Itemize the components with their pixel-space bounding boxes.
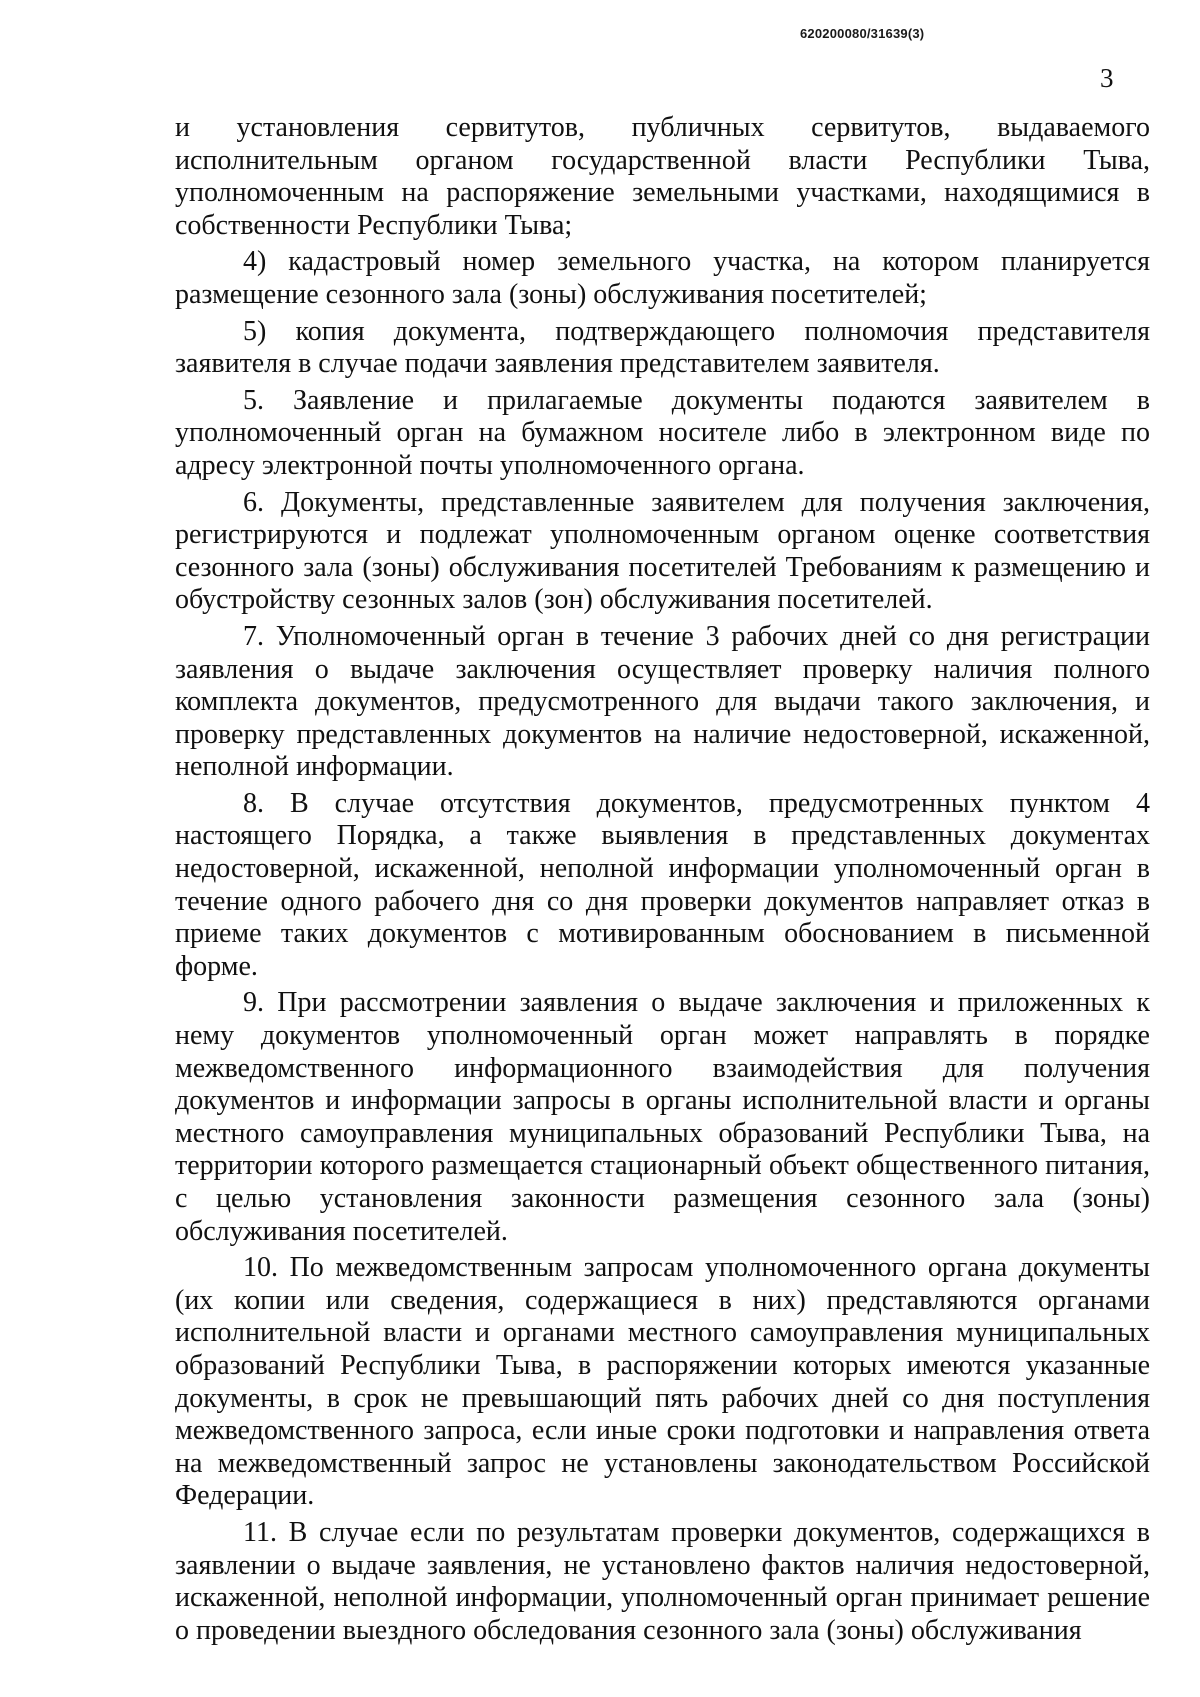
paragraph-item-5: 5) копия документа, подтверждающего полномочия представителя заявителя в случае подачи заявления представителем заявителя. [175, 315, 1150, 380]
paragraph-clause-5: 5. Заявление и прилагаемые документы подаются заявителем в уполномоченный орган на бумажном носителе либо в электронном виде по адресу электронной почты уполномоченного органа. [175, 384, 1150, 481]
paragraph-clause-9: 9. При рассмотрении заявления о выдаче заключения и приложенных к нему документов уполномоченный орган может направлять в порядке межведомственного информационного взаимодействия для получения документов и информации запросы в органы исполнительной власти и органы местного самоуправления муниципальных образований Республики Тыва, на территории которого размещается стационарный объект общественного питания, с целью установления законности размещения сезонного зала (зоны) обслуживания посетителей. [175, 987, 1150, 1247]
page-number: 3 [1100, 63, 1114, 93]
document-body [175, 112, 1150, 1651]
paragraph-clause-6: 6. Документы, представленные заявителем для получения заключения, регистрируются и подлежат уполномоченным органом оценке соответствия сезонного зала (зоны) обслуживания посетителей Требованиям к размещению и обустройству сезонных залов (зон) обслуживания посетителей. [175, 486, 1150, 616]
paragraph-clause-11: 11. В случае если по результатам проверки документов, содержащихся в заявлении о выдаче заявления, не установлено фактов наличия недостоверной, искаженной, неполной информации, уполномоченный орган принимает решение о проведении выездного обследования сезонного зала (зоны) обслуживания [175, 1516, 1150, 1646]
paragraph-clause-7: 7. Уполномоченный орган в течение 3 рабочих дней со дня регистрации заявления о выдаче заключения осуществляет проверку наличия полного комплекта документов, предусмотренного для выдачи такого заключения, и проверку представленных документов на наличие недостоверной, искаженной, неполной информации. [175, 620, 1150, 783]
paragraph-clause-10: 10. По межведомственным запросам уполномоченного органа документы (их копии или сведения, содержащиеся в них) представляются органами исполнительной власти и органами местного самоуправления муниципальных образований Республики Тыва, в распоряжении которых имеются указанные документы, в срок не превышающий пять рабочих дней со дня поступления межведомственного запроса, если иные сроки подготовки и направления ответа на межведомственный запрос не установлены законодательством Российской Федерации. [175, 1252, 1150, 1512]
document-code: 620200080/31639(3) [800, 26, 925, 41]
paragraph-continuation: и установления сервитутов, публичных сервитутов, выдаваемого исполнительным органом государственной власти Республики Тыва, уполномоченным на распоряжение земельными участками, находящимися в собственности Республики Тыва; [175, 112, 1150, 241]
paragraph-clause-8: 8. В случае отсутствия документов, предусмотренных пунктом 4 настоящего Порядка, а также выявления в представленных документах недостоверной, искаженной, неполной информации уполномоченный орган в течение одного рабочего дня со дня проверки документов направляет отказ в приеме таких документов с мотивированным обоснованием в письменной форме. [175, 787, 1150, 982]
paragraph-item-4: 4) кадастровый номер земельного участка, на котором планируется размещение сезонного зала (зоны) обслуживания посетителей; [175, 246, 1150, 310]
